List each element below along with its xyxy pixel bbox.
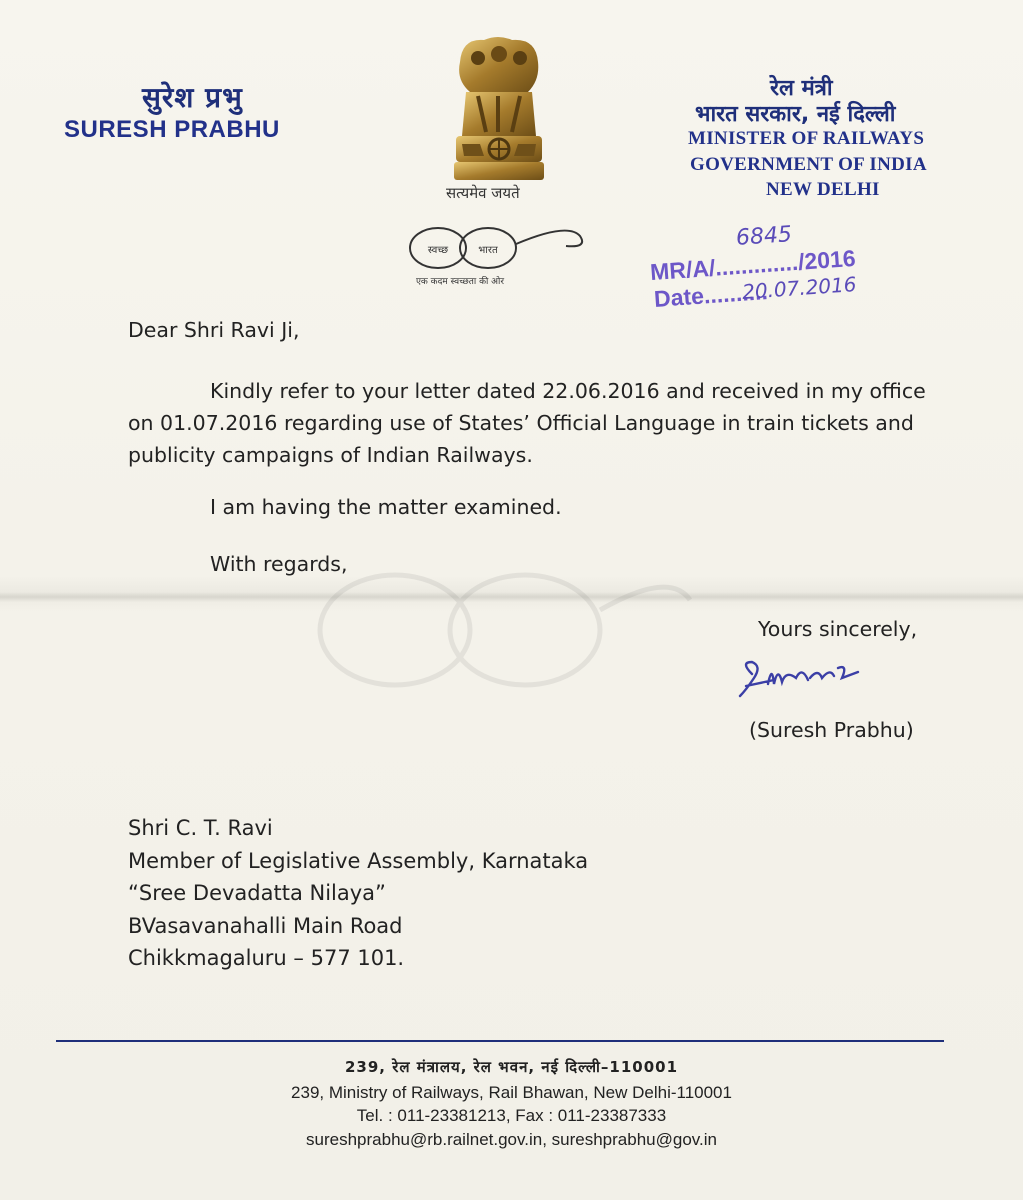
ref-number-handwritten: 6845 bbox=[735, 222, 793, 251]
swachh-bharat-logo bbox=[388, 222, 593, 288]
paragraph-1: Kindly refer to your letter dated 22.06.2016 and received in my office on 01.07.2016 regarding use of States’ Official Language in train tickets and publicity campaigns of Indian Railways. bbox=[128, 379, 926, 467]
footer-address-hindi: 239, रेल मंत्रालय, रेल भवन, नई दिल्ली–110001 bbox=[344, 1058, 679, 1076]
recipient-line-4: BVasavanahalli Main Road bbox=[128, 913, 403, 938]
letterhead-name-hindi: सुरेश प्रभु bbox=[142, 81, 243, 114]
letterhead-title-hindi-2: भारत सरकार, नई दिल्ली bbox=[695, 102, 896, 127]
paragraph-2: I am having the matter examined. bbox=[210, 495, 562, 519]
footer-divider bbox=[56, 1040, 944, 1042]
emblem-motto: सत्यमेव जयते bbox=[446, 184, 520, 202]
recipient-line-3: “Sree Devadatta Nilaya” bbox=[128, 881, 386, 905]
letterhead-title-hindi-1: रेल मंत्री bbox=[770, 76, 833, 101]
handwritten-signature bbox=[738, 656, 878, 700]
ref-stamp-prefix: MR/A/............. bbox=[649, 248, 799, 286]
swachh-tagline: एक कदम स्वच्छता की ओर bbox=[415, 277, 505, 287]
paragraph-3: With regards, bbox=[210, 552, 348, 576]
swachh-left-text: स्वच्छ bbox=[427, 245, 449, 256]
recipient-line-1: Shri C. T. Ravi bbox=[128, 816, 273, 840]
letterhead-title-english-3: NEW DELHI bbox=[766, 179, 880, 200]
recipient-line-5: Chikkmagaluru – 577 101. bbox=[128, 946, 405, 970]
letterhead-title-english-2: GOVERNMENT OF INDIA bbox=[690, 154, 927, 175]
salutation: Dear Shri Ravi Ji, bbox=[128, 318, 300, 342]
ref-stamp-suffix: /2016 bbox=[797, 244, 857, 275]
footer-emails: sureshprabhu@rb.railnet.gov.in, sureshprabhu@gov.in bbox=[306, 1130, 717, 1149]
signatory-name: (Suresh Prabhu) bbox=[749, 718, 914, 742]
date-handwritten: 20.07.2016 bbox=[741, 272, 858, 304]
date-stamp: Date.......... bbox=[653, 278, 769, 312]
swachh-right-text: भारत bbox=[478, 245, 498, 256]
footer-phone-fax: Tel. : 011-23381213, Fax : 011-23387333 bbox=[356, 1106, 667, 1125]
footer-address-english: 239, Ministry of Railways, Rail Bhawan, New Delhi-110001 bbox=[291, 1083, 732, 1102]
recipient-line-2: Member of Legislative Assembly, Karnataka bbox=[128, 848, 589, 873]
national-emblem-icon bbox=[440, 32, 558, 190]
closing: Yours sincerely, bbox=[758, 617, 918, 641]
swachh-watermark bbox=[260, 570, 700, 700]
recipient-address bbox=[128, 812, 588, 975]
letterhead-title-english-1: MINISTER OF RAILWAYS bbox=[688, 128, 925, 149]
letterhead-name-english: SURESH PRABHU bbox=[64, 116, 280, 143]
